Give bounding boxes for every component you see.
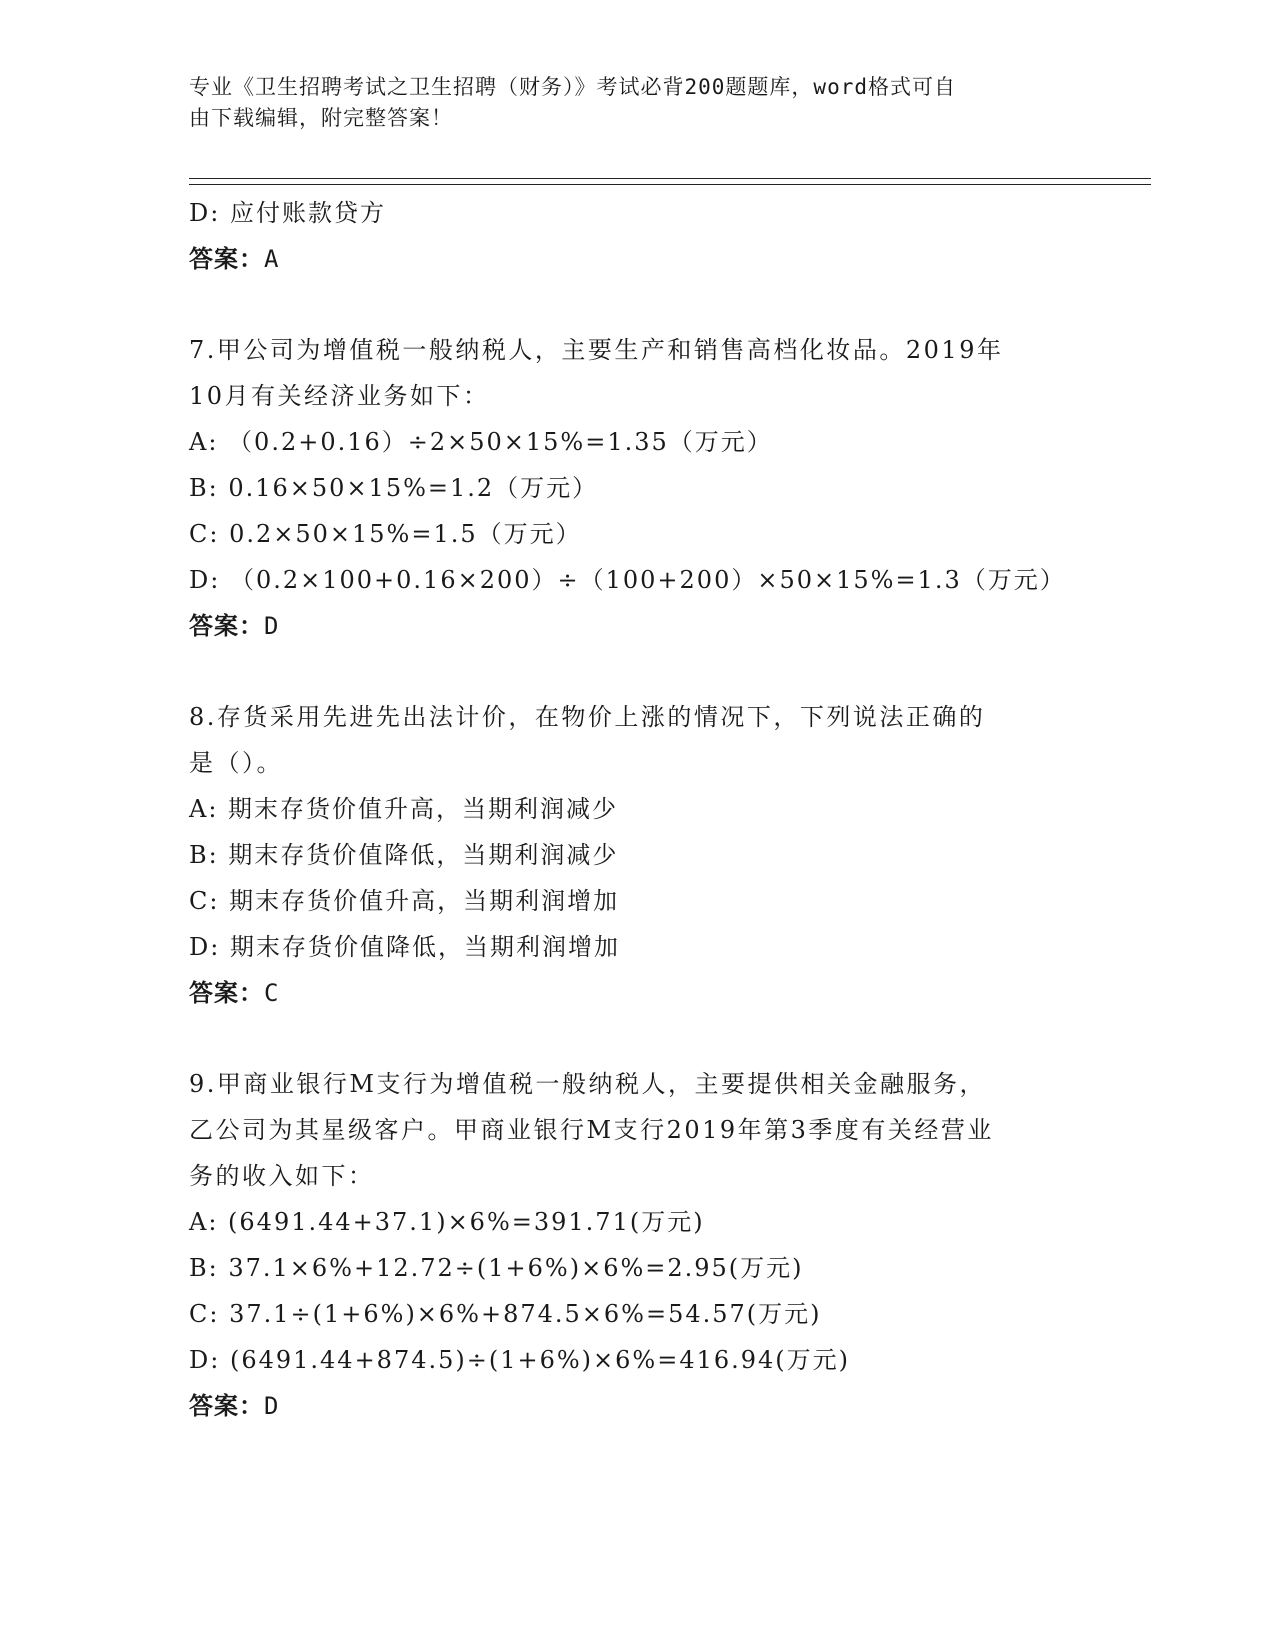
answer-value: A — [264, 245, 280, 273]
answer-label: 答案： — [189, 245, 264, 273]
answer-label: 答案： — [189, 612, 264, 640]
answer-line — [189, 1383, 1089, 1429]
question-stem: 8.存货采用先进先出法计价，在物价上涨的情况下，下列说法正确的 — [189, 703, 986, 731]
question-stem: 10月有关经济业务如下： — [189, 382, 490, 410]
question-9 — [189, 1061, 1089, 1429]
header-divider-top — [189, 178, 1151, 179]
question-stem: 乙公司为其星级客户。甲商业银行M支行2019年第3季度有关经营业 — [189, 1116, 994, 1144]
answer-label: 答案： — [189, 979, 264, 1007]
document-header — [189, 72, 1069, 134]
option-d: D: 期末存货价值降低，当期利润增加 — [189, 933, 620, 961]
question-stem: 7.甲公司为增值税一般纳税人，主要生产和销售高档化妆品。2019年 — [189, 336, 1004, 364]
answer-line — [189, 970, 1089, 1016]
option-b: B: 0.16×50×15%=1.2（万元） — [189, 474, 599, 502]
option-a: A: (6491.44+37.1)×6%=391.71(万元) — [189, 1208, 705, 1236]
question-content — [189, 190, 1089, 1429]
header-line-2: 由下载编辑，附完整答案！ — [189, 106, 453, 130]
option-c: C: 37.1÷(1+6%)×6%+874.5×6%=54.57(万元) — [189, 1300, 822, 1328]
question-8 — [189, 694, 1089, 1016]
option-c: C: 期末存货价值升高，当期利润增加 — [189, 887, 620, 915]
answer-line — [189, 236, 1089, 282]
question-7 — [189, 327, 1089, 649]
question-stem: 是（）。 — [189, 749, 283, 777]
option-d: D: (6491.44+874.5)÷(1+6%)×6%=416.94(万元) — [189, 1346, 851, 1374]
answer-value: C — [264, 979, 280, 1007]
header-divider-bottom — [189, 184, 1151, 185]
option-b: B: 37.1×6%+12.72÷(1+6%)×6%=2.95(万元) — [189, 1254, 804, 1282]
option-c: C: 0.2×50×15%=1.5（万元） — [189, 520, 582, 548]
question-stem: 9.甲商业银行M支行为增值税一般纳税人，主要提供相关金融服务， — [189, 1070, 986, 1098]
option-d: D: （0.2×100+0.16×200）÷（100+200）×50×15%=1.3（万元） — [189, 566, 1066, 594]
option-a: A: （0.2+0.16）÷2×50×15%=1.35（万元） — [189, 428, 773, 456]
option-d: D: 应付账款贷方 — [189, 199, 386, 227]
question-stem: 务的收入如下： — [189, 1162, 375, 1190]
header-line-1: 专业《卫生招聘考试之卫生招聘（财务）》考试必背200题题库，word格式可自 — [189, 75, 956, 99]
answer-value: D — [264, 612, 280, 640]
answer-value: D — [264, 1392, 280, 1420]
answer-label: 答案： — [189, 1392, 264, 1420]
option-b: B: 期末存货价值降低，当期利润减少 — [189, 841, 619, 869]
option-a: A: 期末存货价值升高，当期利润减少 — [189, 795, 619, 823]
answer-line — [189, 603, 1089, 649]
